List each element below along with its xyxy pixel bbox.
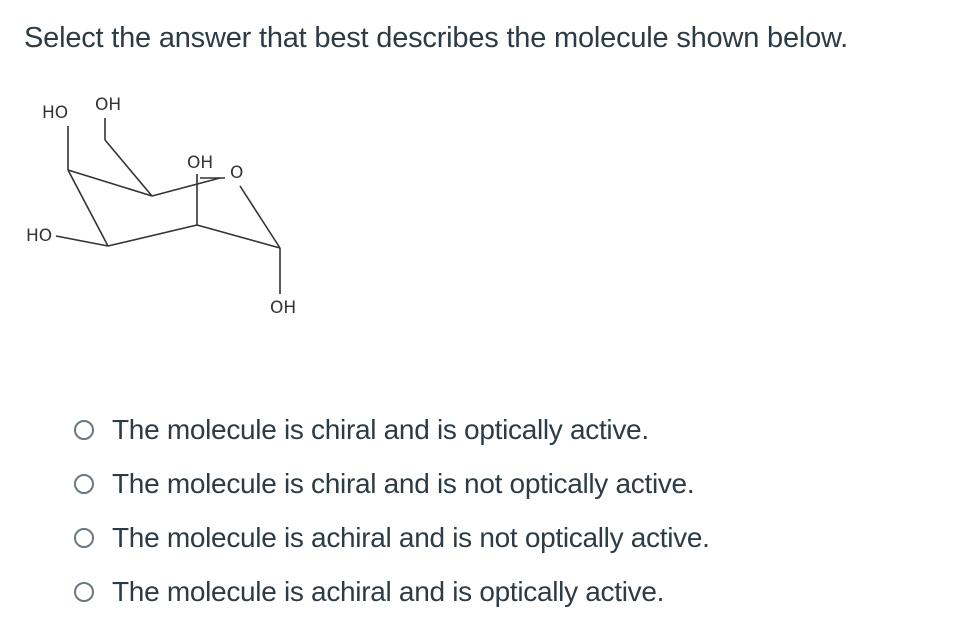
question-text: Select the answer that best describes the molecule shown below. [24,22,849,54]
option-1[interactable] [74,403,710,457]
option-3-label[interactable]: The molecule is achiral and is not optically active. [112,522,710,553]
option-2-radio[interactable] [74,474,94,494]
bond-ho-left [56,236,108,246]
oh-mid-label: OH [187,153,214,173]
option-3[interactable] [74,511,710,565]
option-4[interactable] [74,565,710,619]
option-2-label[interactable]: The molecule is chiral and is not optically active. [112,468,695,499]
option-1-radio[interactable] [74,420,94,440]
answer-options [74,403,710,619]
option-1-label[interactable]: The molecule is chiral and is optically active. [112,414,649,445]
option-3-radio[interactable] [74,528,94,548]
option-4-radio[interactable] [74,582,94,602]
molecule-structure [0,80,340,330]
option-2[interactable] [74,457,710,511]
bond-ch2-chain [105,140,152,196]
oh-top-label: OH [95,95,122,115]
ring-bond-7 [68,170,108,246]
ring-bond-6 [108,225,197,246]
oh-bottom-label: OH [270,298,297,318]
ring-oxygen-label: O [230,163,244,183]
ring-bond-1 [68,170,152,196]
ring-bond-2 [152,178,220,196]
ho-left-label: HO [26,226,53,246]
option-4-label[interactable]: The molecule is achiral and is optically active. [112,576,665,607]
ho-top-label: HO [42,103,69,123]
